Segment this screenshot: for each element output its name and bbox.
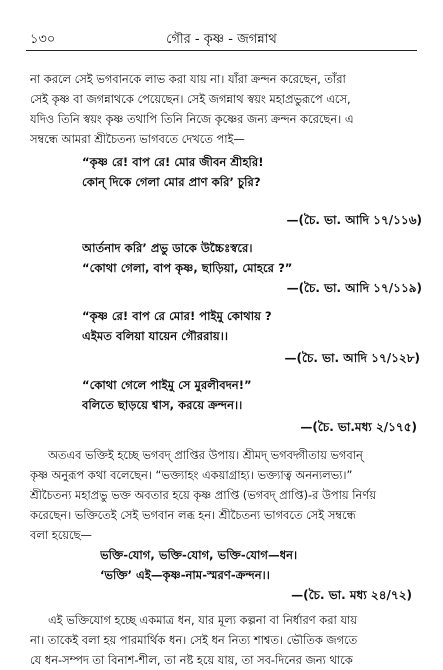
verse-line: কোন্ দিকে গেলা মোর প্রাণ করি’ চুরি? [82, 175, 261, 189]
citation-4: —(চৈ. ভা.মধ্য ২/১৭৫) [300, 420, 417, 434]
verse-line: ‘ভক্তি’ এই—কৃষ্ণ-নাম-স্মরণ-ক্রন্দন।। [100, 568, 270, 582]
page-number: ১৩০ [30, 32, 56, 47]
verse-5 [100, 545, 440, 585]
text-line: অতএব ভক্তিই হচ্ছে ভগবদ্ প্রাপ্তির উপায়। শ্রীমদ্ ভগবদ্গীতায় ভগবান্ [48, 448, 363, 462]
verse-4 [82, 375, 422, 415]
citation-1: —(চৈ. ভা. আদি ১৭/১১৬) [286, 213, 422, 227]
citation-5: —(চৈ. ভা. মধ্য ২৪/৭২) [291, 588, 412, 602]
running-title: গৌর - কৃষ্ণ - জগন্নাথ [166, 32, 277, 47]
text-line: শ্রীচৈতন্য মহাপ্রভু ভক্ত অবতার হয়ে কৃষ্ণ প্রাপ্তি (ভগবদ্ প্রাপ্তি)-র উপায় নির্ণয় [30, 488, 376, 502]
verse-3 [82, 306, 422, 346]
paragraph-2 [30, 445, 415, 545]
verse-line: “কৃষ্ণ রে! বাপ রে মোর! পাইমু কোথায় ? [82, 309, 272, 323]
header-rule [26, 50, 417, 51]
verse-1 [82, 152, 422, 192]
verse-line: এইমত বলিয়া যায়েন গৌররায়।। [82, 329, 229, 343]
text-line: সেই কৃষ্ণ বা জগন্নাথকে পেয়েছেন। সেই জগন্নাথ স্বয়ং মহাপ্রভুরূপে এসে, [30, 92, 351, 106]
citation-3: —(চৈ. ভা. আদি ১৭/১২৮) [284, 351, 420, 365]
text-line: না করলে সেই ভগবানকে লাভ করা যায় না। যাঁরা ক্রন্দন করেছেন, তাঁরা [30, 72, 346, 86]
verse-line: বলিতে ছাড়য়ে শ্বাস, করয়ে ক্রন্দন।। [82, 398, 243, 412]
page-header [26, 30, 417, 52]
text-line: না। তাকেই বলা হয় পারমার্থিক ধন। সেই ধন নিত্য শাশ্বত। ভৌতিক জগতে [30, 633, 358, 647]
text-line: যদিও তিনি স্বয়ং কৃষ্ণ তথাপি তিনি নিজে কৃষ্ণের জন্য ক্রন্দন করেছেন। এ [30, 112, 354, 126]
text-line: যে ধন-সম্পদ তা বিনাশ-শীল, তা নষ্ট হয়ে যায়, তা সব-দিনের জন্য থাকে [30, 653, 353, 667]
citation-2: —(চৈ. ভা. আদি ১৭/১১৯) [286, 281, 422, 295]
verse-line: ভক্তি-যোগ, ভক্তি-যোগ, ভক্তি-যোগ—ধন। [100, 548, 298, 562]
text-line: এই ভক্তিযোগ হচ্ছে একমাত্র ধন, যার মূল্য কল্পনা বা নির্ধারণ করা যায় [48, 613, 358, 627]
paragraph-3 [30, 610, 415, 670]
verse-line: “কোথা গেলে পাইমু সে মুরলীবদন!” [82, 378, 252, 392]
verse-2 [82, 238, 422, 278]
verse-line: “কোথা গেলা, বাপ কৃষ্ণ, ছাড়িয়া, মোহরে ?” [82, 261, 293, 275]
text-line: কৃষ্ণ অনুরূপ কথা বলেছেন। “ভক্ত্যাহং একয়াগ্রাহ্য। ভক্ত্যাত্ব অনন্যলভ্য।” [30, 468, 353, 482]
text-line: সম্বন্ধে আমরা শ্রীচৈতন্য ভাগবতে দেখতে পাই— [30, 132, 245, 146]
text-line: বলা হয়েছে— [30, 528, 92, 542]
verse-line: “কৃষ্ণ রে! বাপ রে! মোর জীবন শ্রীহরি! [82, 155, 264, 169]
paragraph-1 [30, 69, 415, 149]
text-line: করেছেন। ভক্তিতেই সেই ভগবান লব্ধ হন। শ্রীচৈতন্য ভাগবতে সেই সম্বন্ধে [30, 508, 356, 522]
verse-line: আর্তনাদ করি’ প্রভু ডাকে উচ্চৈঃস্বরে। [82, 241, 253, 255]
